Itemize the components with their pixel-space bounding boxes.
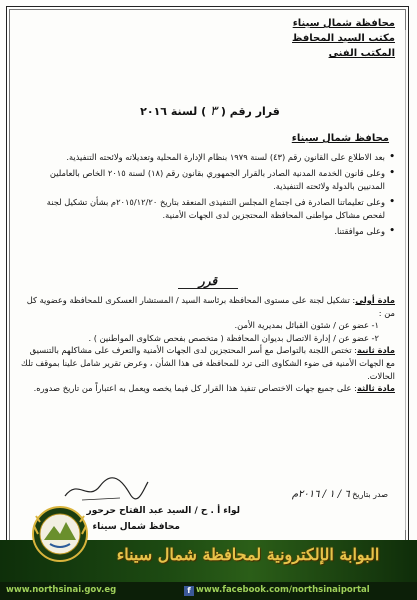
facebook-icon: f (184, 586, 194, 596)
preamble-clause-text: بعد الاطلاع على القانون رقم (٤٣) لسنة ١٩٧٩ بنظام الإدارة المحلية وتعديلاته ولائحته التنفيذية. (66, 152, 385, 162)
portal-facebook-url: www.facebook.com/northsinaiportal (196, 585, 370, 595)
letterhead-technical-office: المكتب الفنى (328, 48, 395, 59)
preamble-clause-text: وعلى قانون الخدمة المدنية الصادر بالقرار الجمهوري بقانون رقم (١٨) لسنة ٢٠١٥ الخاص بالعاملين المدنيين بالدولة ولائحته التنفيذية. (49, 168, 385, 191)
portal-facebook-link[interactable] (184, 585, 370, 596)
governor-heading: محافظ شمال سيناء (291, 133, 389, 144)
decision-title-prefix: قرار رقم ( (220, 105, 280, 118)
decided-heading: قرر (178, 274, 238, 289)
article-first-label: مادة أولى (355, 295, 395, 305)
preamble-clause: • وعلى قانون الخدمة المدنية الصادر بالقرار الجمهوري بقانون رقم (١٨) لسنة ٢٠١٥ الخاص بالعاملين المدنيين بالدولة ولائحته التنفيذية. (49, 168, 395, 191)
scan-edge (405, 30, 406, 530)
preamble-clause-text: وعلى موافقتنا. (334, 226, 385, 237)
portal-banner-title: البوابة الإلكترونية لمحافظة شمال سيناء (116, 545, 380, 564)
article-third-label: مادة ثالثة (356, 383, 395, 394)
article-first (21, 294, 395, 319)
article-third (21, 382, 395, 395)
committee-member: ١- عضو عن / شئون القبائل بمديرية الأمن. (234, 320, 379, 331)
portal-footer (0, 582, 417, 600)
signatory-name: لواء أ . ح / السيد عبد الفتاح حرحور (86, 506, 240, 516)
preamble-clause-text: وعلى تعليماتنا الصادرة فى اجتماع المجلس التنفيذى المنعقد بتاريخ ٢٠١٥/١٢/٢٠م بشأن تشكيل لجنة لفحص مشاكل مواطنى المحافظة المحتجزين لدى الجهات الأمنية. (46, 197, 385, 220)
article-second-text: : تختص اللجنة بالتواصل مع أسر المحتجزين لدى الجهات الأمنية والتعرف على مشاكلهم بالتنسيق مع الجهات الأمنية فى ضوء الشكاوى التى ترد للمحافظة فى هذا الشأن ، وعرض تقرير شامل علينا بموقف تلك الحالات. (20, 345, 395, 381)
issue-date (230, 489, 388, 500)
preamble-clause: • وعلى موافقتنا. (334, 226, 395, 237)
preamble-clauses (25, 151, 395, 241)
letterhead-governorate: محافظة شمال سيناء (292, 18, 395, 29)
portal-website-link[interactable]: www.northsinai.gov.eg (6, 585, 117, 595)
articles (21, 294, 395, 395)
letterhead-office: مكتب السيد المحافظ (292, 33, 395, 44)
decision-title (110, 104, 310, 119)
article-second-label: مادة ثانية (356, 345, 395, 356)
handwritten-signature-icon (60, 476, 150, 504)
preamble-clause: • وعلى تعليماتنا الصادرة فى اجتماع المجلس التنفيذى المنعقد بتاريخ ٢٠١٥/١٢/٢٠م بشأن تشكيل لجنة لفحص مشاكل مواطنى المحافظة المحتجزين لدى الجهات الأمنية. (46, 197, 395, 220)
article-second (21, 344, 395, 382)
governorate-emblem-icon (30, 504, 90, 564)
decision-number: ٣ (210, 104, 217, 119)
issue-date-value: ٦ / ١ / ٢٠١٦م (291, 489, 350, 500)
article-first-text: : تشكيل لجنة على مستوى المحافظة برئاسة السيد / المستشار العسكرى للمحافظة وعضوية كل من : (26, 295, 395, 318)
issue-date-prefix: صدر بتاريخ (352, 490, 388, 499)
decision-title-suffix: ) لسنة ٢٠١٦ (140, 105, 207, 118)
preamble-clause: • بعد الاطلاع على القانون رقم (٤٣) لسنة ١٩٧٩ بنظام الإدارة المحلية وتعديلاته ولائحته التنفيذية. (66, 152, 395, 162)
article-third-text: : على جميع جهات الاختصاص تنفيذ هذا القرار كل فيما يخصه ويعمل به اعتباراً من تاريخ صدوره. (33, 383, 357, 394)
signatory-title: محافظ شمال سيناء (92, 522, 180, 532)
committee-member: ٢- عضو عن / إدارة الاتصال بديوان المحافظة ( متخصص بفحص شكاوى المواطنين ) . (88, 332, 379, 343)
letterhead (235, 16, 395, 61)
